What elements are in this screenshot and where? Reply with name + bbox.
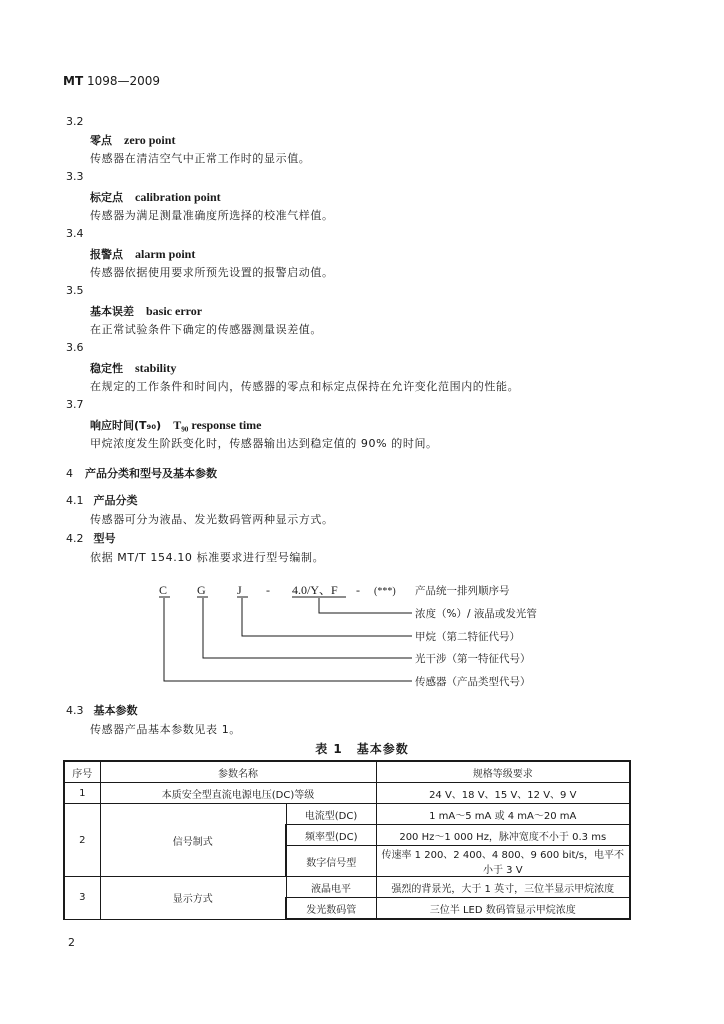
- subsection-title: 基本参数: [93, 704, 138, 717]
- code-params: 4.0/Y、F: [292, 583, 338, 597]
- code-dash: -: [356, 583, 360, 597]
- term-definition: 在正常试验条件下确定的传感器测量误差值。: [90, 323, 322, 336]
- parameters-table: [63, 760, 631, 920]
- cell-seq: 3: [64, 877, 100, 920]
- term-en: zero point: [124, 133, 176, 147]
- term-zh: 响应时间(T₉₀): [90, 419, 162, 432]
- cell-name: 显示方式: [100, 877, 286, 920]
- term-number: 3.5: [66, 284, 84, 297]
- standard-code: MT: [63, 74, 84, 88]
- paragraph: 传感器产品基本参数见表 1。: [90, 723, 241, 736]
- code-serial: (***): [374, 586, 396, 597]
- header-req: 规格等级要求: [376, 761, 630, 783]
- cell-sub: 电流型(DC): [286, 804, 376, 825]
- cell-name: 信号制式: [100, 804, 286, 877]
- term-zh: 标定点: [90, 191, 123, 204]
- subsection-number: 4.1: [66, 494, 84, 507]
- table-header-row: [64, 761, 630, 783]
- term-zh: 报警点: [90, 248, 123, 261]
- cell-req: 三位半 LED 数码管显示甲烷浓度: [376, 898, 630, 920]
- term-en: calibration point: [135, 190, 221, 204]
- section-number: 4: [66, 467, 73, 480]
- subsection-heading: [66, 702, 138, 718]
- cell-req: 24 V、18 V、15 V、12 V、9 V: [376, 783, 630, 804]
- code-dash: -: [266, 583, 270, 597]
- term-number: 3.4: [66, 227, 84, 240]
- cell-seq: 1: [64, 783, 100, 804]
- section-title: 产品分类和型号及基本参数: [85, 467, 217, 480]
- table-caption: [0, 740, 724, 757]
- cell-req: 200 Hz～1 000 Hz，脉冲宽度不小于 0.3 ms: [376, 825, 630, 846]
- page-number: 2: [68, 936, 75, 949]
- header-seq: 序号: [64, 761, 100, 783]
- cell-req: 1 mA～5 mA 或 4 mA～20 mA: [376, 804, 630, 825]
- term-number: 3.3: [66, 170, 84, 183]
- code-c: C: [159, 583, 168, 597]
- term-en: T₉₀ response time: [173, 418, 262, 432]
- label-sensor: 传感器（产品类型代号）: [415, 676, 531, 688]
- term-en: alarm point: [135, 247, 196, 261]
- cell-sub: 频率型(DC): [286, 825, 376, 846]
- standard-number: 1098—2009: [86, 74, 161, 88]
- term-zh: 稳定性: [90, 362, 123, 375]
- label-methane: 甲烷（第二特征代号）: [415, 631, 520, 643]
- term-definition: 传感器依据使用要求所预先设置的报警启动值。: [90, 266, 334, 279]
- cell-name: 本质安全型直流电源电压(DC)等级: [100, 783, 376, 804]
- label-interference: 光干涉（第一特征代号）: [415, 653, 531, 665]
- cell-req: 传速率 1 200、2 400、4 800、9 600 bit/s，电平不小于 3 V: [376, 846, 630, 877]
- term-en: stability: [135, 361, 177, 375]
- cell-sub: 数字信号型: [286, 846, 376, 877]
- table-row: [64, 783, 630, 804]
- subsection-title: 型号: [93, 532, 116, 545]
- header-name: 参数名称: [100, 761, 376, 783]
- paragraph: 依据 MT/T 154.10 标准要求进行型号编制。: [90, 551, 325, 564]
- table-caption-number: 表 1: [315, 742, 343, 756]
- table-caption-title: 基本参数: [356, 742, 409, 756]
- subsection-number: 4.2: [66, 532, 84, 545]
- table-row: [64, 877, 630, 898]
- cell-sub: 液晶电平: [286, 877, 376, 898]
- term-definition: 甲烷浓度发生阶跃变化时，传感器输出达到稳定值的 90% 的时间。: [90, 437, 438, 450]
- term-number: 3.2: [66, 115, 84, 128]
- term-zh: 基本误差: [90, 305, 134, 318]
- term-definition: 传感器在清洁空气中正常工作时的显示值。: [90, 152, 311, 165]
- term-number: 3.7: [66, 398, 84, 411]
- table-row: [64, 804, 630, 825]
- label-concentration: 浓度（%）/ 液晶或发光管: [415, 608, 537, 620]
- code-g: G: [197, 583, 206, 597]
- subsection-title: 产品分类: [93, 494, 138, 507]
- subsection-number: 4.3: [66, 704, 84, 717]
- term-zh: 零点: [90, 134, 112, 147]
- term-number: 3.6: [66, 341, 84, 354]
- paragraph: 传感器可分为液晶、发光数码管两种显示方式。: [90, 513, 334, 526]
- label-serial: 产品统一排列顺序号: [415, 585, 510, 597]
- cell-seq: 2: [64, 804, 100, 877]
- term-en: basic error: [146, 304, 203, 318]
- cell-sub: 发光数码管: [286, 898, 376, 920]
- code-j: J: [237, 583, 242, 597]
- term-definition: 传感器为满足测量准确度所选择的校准气样值。: [90, 209, 334, 222]
- term-definition: 在规定的工作条件和时间内，传感器的零点和标定点保持在允许变化范围内的性能。: [90, 380, 520, 393]
- cell-req: 强烈的背景光，大于 1 英寸，三位半显示甲烷浓度: [376, 877, 630, 898]
